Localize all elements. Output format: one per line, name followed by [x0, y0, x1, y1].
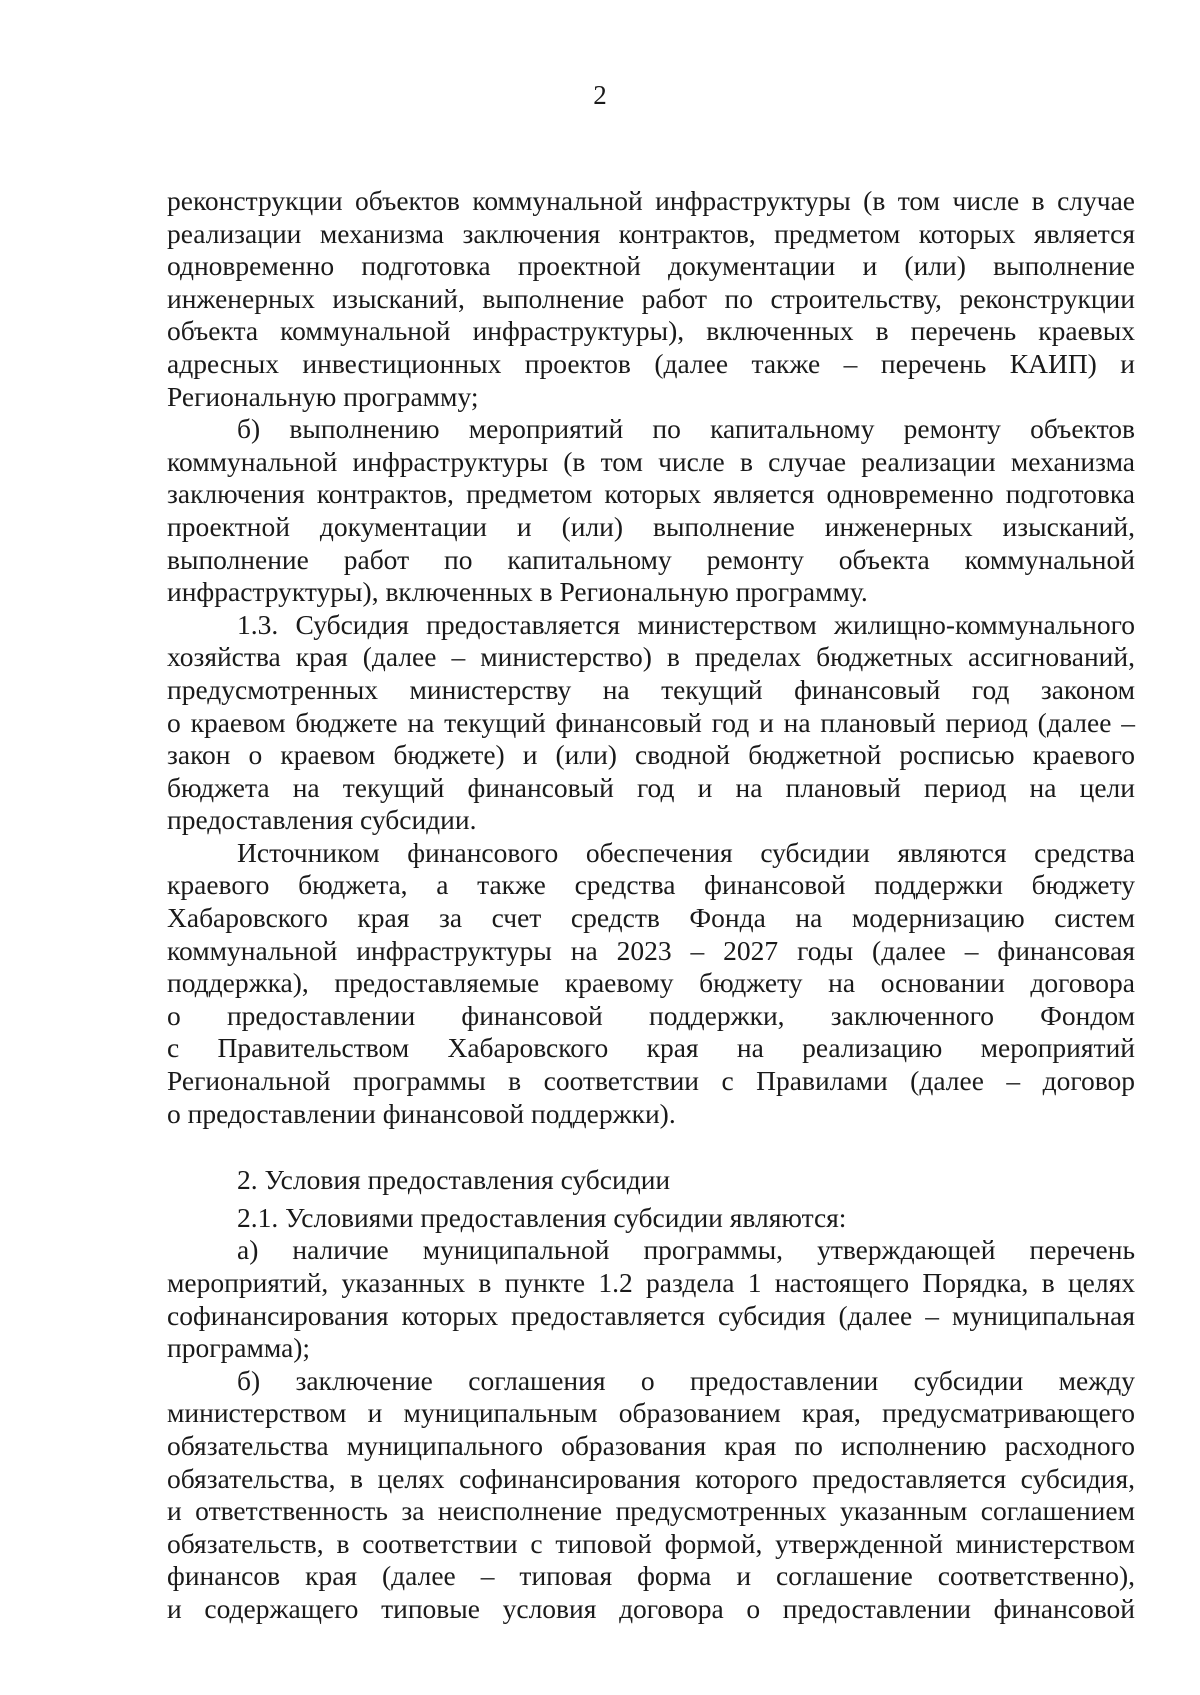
paragraph-condition-b — [167, 1365, 1135, 1626]
text-line: а) наличие муниципальной программы, утверждающей перечень — [237, 1234, 1135, 1266]
text-line: выполнение работ по капитальному ремонту объекта коммунальной — [167, 543, 1135, 575]
text-line: б) выполнению мероприятий по капитальному ремонту объектов — [237, 413, 1135, 445]
paragraph-condition-a — [167, 1234, 1135, 1364]
text-line: финансов края (далее – типовая форма и соглашение соответственно), — [167, 1560, 1135, 1592]
text-line: инженерных изысканий, выполнение работ по строительству, реконструкции — [167, 282, 1135, 314]
text-line: с Правительством Хабаровского края на реализацию мероприятий — [167, 1032, 1135, 1064]
text-line: проектной документации и (или) выполнение инженерных изысканий, — [167, 510, 1135, 542]
text-line: коммунальной инфраструктуры на 2023 – 2027 годы (далее – финансовая — [167, 934, 1135, 966]
text-line: одновременно подготовка проектной документации и (или) выполнение — [167, 250, 1135, 282]
text-line: коммунальной инфраструктуры (в том числе в случае реализации механизма — [167, 445, 1135, 477]
text-line: краевого бюджета, а также средства финансовой поддержки бюджету — [167, 869, 1135, 901]
text-line: предусмотренных министерству на текущий финансовый год законом — [167, 673, 1135, 705]
text-line: обязательства, в целях софинансирования которого предоставляется субсидия, — [167, 1462, 1135, 1494]
document-body — [167, 185, 1135, 1626]
text-line: мероприятий, указанных в пункте 1.2 раздела 1 настоящего Порядка, в целях — [167, 1267, 1135, 1298]
text-line: программа); — [167, 1332, 311, 1364]
paragraph-reconstruction — [167, 185, 1135, 413]
section-heading: 2. Условия предоставления субсидии — [237, 1164, 671, 1196]
paragraph-2-1 — [167, 1202, 1135, 1235]
text-line: реконструкции объектов коммунальной инфраструктуры (в том числе в случае — [167, 185, 1135, 216]
text-line: инфраструктуры), включенных в Региональную программу. — [167, 576, 868, 608]
text-line: предоставления субсидии. — [167, 804, 477, 836]
text-line: бюджета на текущий финансовый год и на плановый период на цели — [167, 771, 1135, 803]
text-line: о предоставлении финансовой поддержки). — [167, 1097, 676, 1129]
text-line: закон о краевом бюджете) и (или) сводной бюджетной росписью краевого — [167, 739, 1135, 771]
text-line: о краевом бюджете на текущий финансовый год и на плановый период (далее – — [167, 706, 1135, 738]
text-line: поддержка), предоставляемые краевому бюджету на основании договора — [167, 967, 1135, 999]
text-line: Региональной программы в соответствии с Правилами (далее – договор — [167, 1065, 1135, 1097]
paragraph-capital-repair — [167, 413, 1135, 609]
text-line: адресных инвестиционных проектов (далее также – перечень КАИП) и — [167, 347, 1135, 379]
text-line: 2.1. Условиями предоставления субсидии являются: — [237, 1201, 847, 1233]
text-line: и ответственность за неисполнение предусмотренных указанным соглашением — [167, 1495, 1135, 1527]
text-line: Региональную программу; — [167, 380, 479, 412]
text-line: и содержащего типовые условия договора о предоставлении финансовой — [167, 1592, 1135, 1624]
text-line: обязательства муниципального образования края по исполнению расходного — [167, 1429, 1135, 1461]
text-line: объекта коммунальной инфраструктуры), включенных в перечень краевых — [167, 315, 1135, 347]
text-line: софинансирования которых предоставляется субсидия (далее – муниципальная — [167, 1299, 1135, 1331]
text-line: 1.3. Субсидия предоставляется министерством жилищно-коммунального — [237, 608, 1135, 640]
text-line: министерством и муниципальным образованием края, предусматривающего — [167, 1397, 1135, 1429]
paragraph-funding-source — [167, 837, 1135, 1130]
text-line: заключения контрактов, предметом которых является одновременно подготовка — [167, 478, 1135, 510]
text-line: реализации механизма заключения контрактов, предметом которых является — [167, 217, 1135, 249]
text-line: обязательств, в соответствии с типовой формой, утвержденной министерством — [167, 1527, 1135, 1559]
text-line: хозяйства края (далее – министерство) в пределах бюджетных ассигнований, — [167, 641, 1135, 673]
paragraph-1-3 — [167, 609, 1135, 837]
page-number: 2 — [593, 80, 607, 110]
text-line: б) заключение соглашения о предоставлении субсидии между — [237, 1364, 1135, 1396]
text-line: Источником финансового обеспечения субсидии являются средства — [237, 836, 1135, 868]
text-line: о предоставлении финансовой поддержки, заключенного Фондом — [167, 999, 1135, 1031]
text-line: Хабаровского края за счет средств Фонда на модернизацию систем — [167, 902, 1135, 934]
